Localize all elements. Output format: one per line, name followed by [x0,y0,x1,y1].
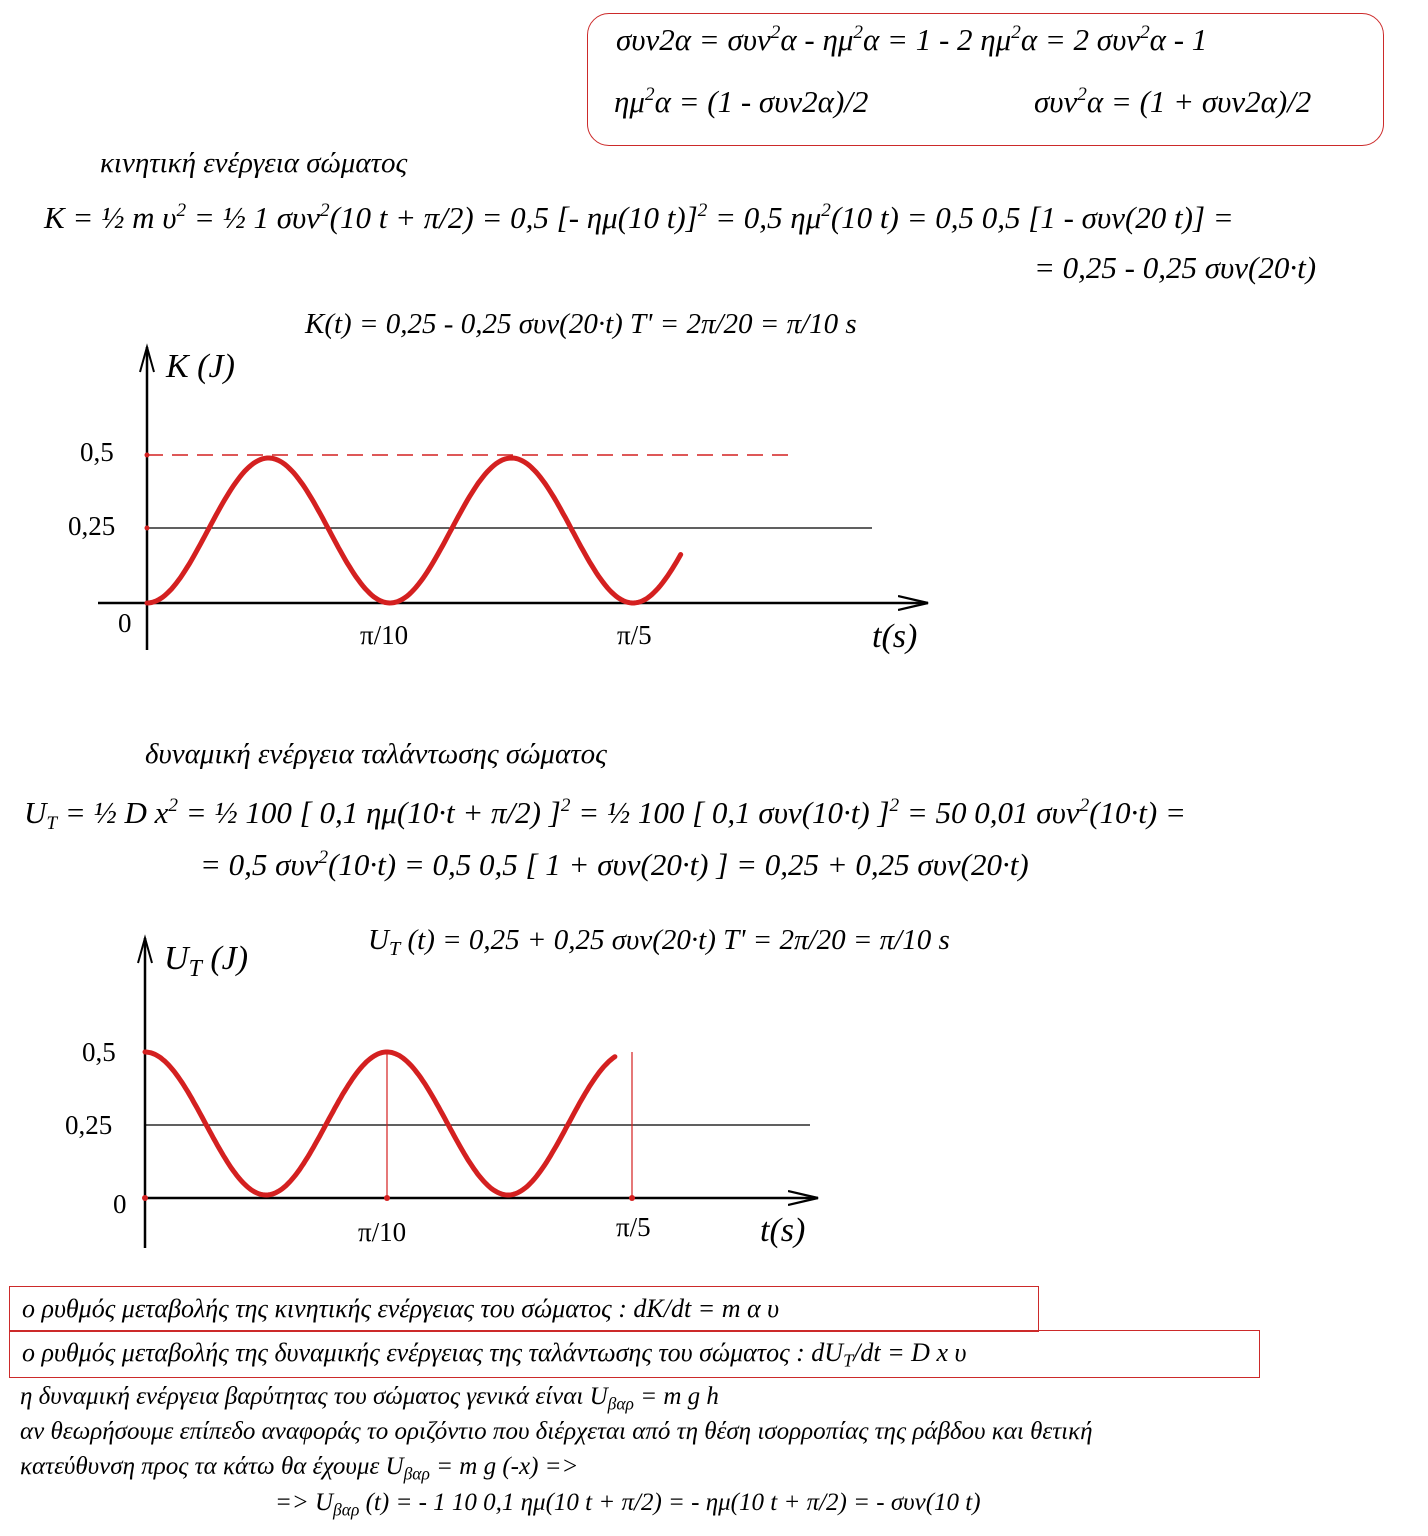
potential-point-pi-10 [384,1195,390,1201]
potential-x-tick-pi-10: π/10 [358,1217,407,1247]
rate-kinetic-text: ο ρυθμός μεταβολής της κινητικής ενέργειας του σώματος : dK/dt = m α υ [22,1294,780,1323]
kinetic-y-axis-label: K (J) [166,348,235,385]
identity-line-2b: συν$^2$α = (1 + συν2α)/2 [1034,84,1312,119]
kinetic-x-tick-pi-5: π/5 [617,620,652,650]
identity-line-2a: $\eta\mu^2\alpha = (1 - \sigma\upsilon\nu 2\alpha)/2$ [614,84,869,119]
gravity-line-2: αν θεωρήσουμε επίπεδο αναφοράς το οριζόντιο που διέρχεται από τη θέση ισορροπίας της ράβδου και θετική [20,1418,1093,1445]
identity-line-1: $\sigma\upsilon\nu 2\alpha = \sigma\upsilon\nu^2\alpha - \eta\mu^2\alpha = 1 - 2$ $\eta\mu^2\alpha = 2$ συν$^2$α - 1 [616,22,1208,57]
gravity-line-3: κατεύθυνση προς τα κάτω θα έχουμε $U_{\beta\alpha\rho} = m$ g (-x) => [20,1453,579,1484]
potential-y-axis-label: $U_T$ (J) [164,940,249,983]
potential-x-tick-pi-5: π/5 [616,1212,651,1242]
potential-equation-2: = 0,5 συν$^2$(10·t) = 0,5 0,5 [ 1 + συν(20·t) ] = 0,25 + 0,25 συν(20·t) [200,847,1029,882]
potential-x-axis-label: t(s) [760,1212,806,1249]
potential-equation-1: $U_T$ = ½ D $x^2$ = ½ 100 [ 0,1 ημ(10·t + π/2) ]$^2$ = ½ 100 [ 0,1 συν(10·t) ]$^2$ = 50 0,01 συν$^2$(10·t) = [24,795,1186,834]
kinetic-point-0.5 [145,453,150,458]
kinetic-equation-2: = 0,25 - 0,25 συν(20·t) [1034,250,1317,285]
potential-y-tick-0.25: 0,25 [65,1110,113,1140]
potential-heading: δυναμική ενέργεια ταλάντωσης σώματος [145,738,607,770]
potential-energy-curve [145,1052,615,1195]
rate-potential-text: ο ρυθμός μεταβολής της δυναμικής ενέργειας της ταλάντωσης του σώματος : $dU_T/dt = D$ x υ [22,1338,967,1371]
kinetic-y-tick-0.25: 0,25 [68,511,116,541]
potential-y-tick-0: 0 [113,1189,127,1219]
kinetic-y-tick-0.5: 0,5 [80,437,114,467]
potential-summary: $U_T$ (t) = 0,25 + 0,25 συν(20·t) T' = 2π/20 = π/10 s [368,924,950,961]
kinetic-y-tick-0: 0 [118,608,132,638]
kinetic-point-0.25 [145,526,150,531]
potential-point-pi-5 [629,1195,635,1201]
gravity-line-4: => $U_{\beta\alpha\rho}$ (t) = - 1 10 0,1 ημ(10 t + π/2) = - ημ(10 t + π/2) = - συν(10 t) [275,1489,981,1520]
kinetic-heading: κινητική ενέργεια σώματος [100,147,408,179]
gravity-line-1: η δυναμική ενέργεια βαρύτητας του σώματος γενικά είναι $U_{\beta\alpha\rho} = m$ g h [20,1383,719,1414]
kinetic-summary: K(t) = 0,25 - 0,25 συν(20·t) T' = 2π/20 = π/10 s [305,308,857,340]
potential-y-tick-0.5: 0,5 [82,1037,116,1067]
kinetic-energy-curve [147,458,681,603]
potential-point-0 [142,1195,148,1201]
kinetic-x-axis-label: t(s) [872,618,918,655]
kinetic-equation-1: K = ½ m $\upsilon^2$ = ½ 1 συν$^2$(10 t + π/2) = 0,5 [- ημ(10 t)]$^2$ = 0,5 $\eta\mu^2(10$ t) = 0,5 0,5 [1 - συν(20 t)] = [44,200,1234,235]
kinetic-x-tick-pi-10: π/10 [360,620,409,650]
